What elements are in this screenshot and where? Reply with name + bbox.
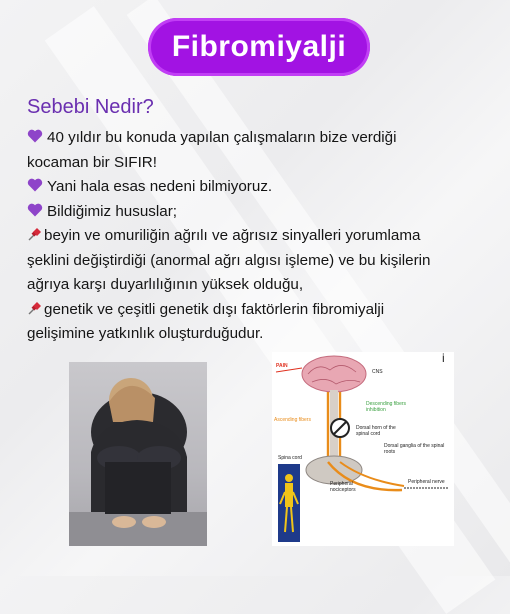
pain-pathway-diagram xyxy=(272,352,454,546)
paragraph-line xyxy=(27,273,497,298)
pushpin-icon xyxy=(27,300,43,316)
paragraph-text: Yani hala esas nedeni bilmiyoruz. xyxy=(47,178,273,195)
paragraph-text: şeklini değiştirdiği (anormal ağrı algısı işleme) ve bu kişilerin xyxy=(27,251,431,269)
label-pain: PAIN xyxy=(276,363,288,369)
title-banner xyxy=(148,18,370,76)
paragraph-line xyxy=(27,322,497,347)
label-descending: Descending fibers inhibition xyxy=(366,401,407,413)
body-text xyxy=(27,126,497,347)
label-spinal-cord: Spina cord xyxy=(278,455,302,461)
purple-heart-icon xyxy=(27,203,43,217)
paragraph-text: 40 yıldır bu konuda yapılan çalışmaların bize verdiği xyxy=(47,129,397,146)
label-ascending: Ascending fibers xyxy=(274,417,311,423)
person-photo xyxy=(69,362,207,546)
paragraph-text: Bildiğimiz hususlar; xyxy=(47,202,177,220)
label-dorsal-ganglia: Dorsal ganglia of the spinal roots xyxy=(384,443,445,455)
paragraph-text: ağrıya karşı duyarlılığının yüksek olduğu, xyxy=(27,276,304,293)
paragraph-line xyxy=(27,224,497,249)
purple-heart-icon xyxy=(27,129,43,143)
label-peripheral-nociceptors: Peripheral nociceptors xyxy=(330,481,356,493)
paragraph-line xyxy=(27,200,497,225)
paragraph-line xyxy=(27,249,497,274)
person-illustration xyxy=(69,362,207,546)
paragraph-text: beyin ve omuriliğin ağrılı ve ağrısız sinyalleri yorumlama xyxy=(44,227,421,244)
paragraph-line xyxy=(27,298,497,323)
page-title: Fibromiyalji xyxy=(171,30,347,63)
paragraph-text: gelişimine yatkınlık oluşturduğudur. xyxy=(27,325,264,342)
section-subtitle: Sebebi Nedir? xyxy=(27,96,154,118)
paragraph-line xyxy=(27,151,497,176)
label-peripheral-nerve: Peripheral nerve xyxy=(408,479,445,485)
label-dorsal-horn: Dorsal horn of the spinal cord xyxy=(356,425,396,437)
paragraph-line xyxy=(27,126,497,151)
paragraph-text: genetik ve çeşitli genetik dışı faktörlerin fibromiyalji xyxy=(44,300,385,318)
paragraph-text: kocaman bir SIFIR! xyxy=(27,153,157,171)
purple-heart-icon xyxy=(27,178,43,192)
label-cns: CNS xyxy=(372,369,383,375)
pushpin-icon xyxy=(27,226,43,242)
info-icon: i xyxy=(442,351,445,365)
paragraph-line xyxy=(27,175,497,200)
